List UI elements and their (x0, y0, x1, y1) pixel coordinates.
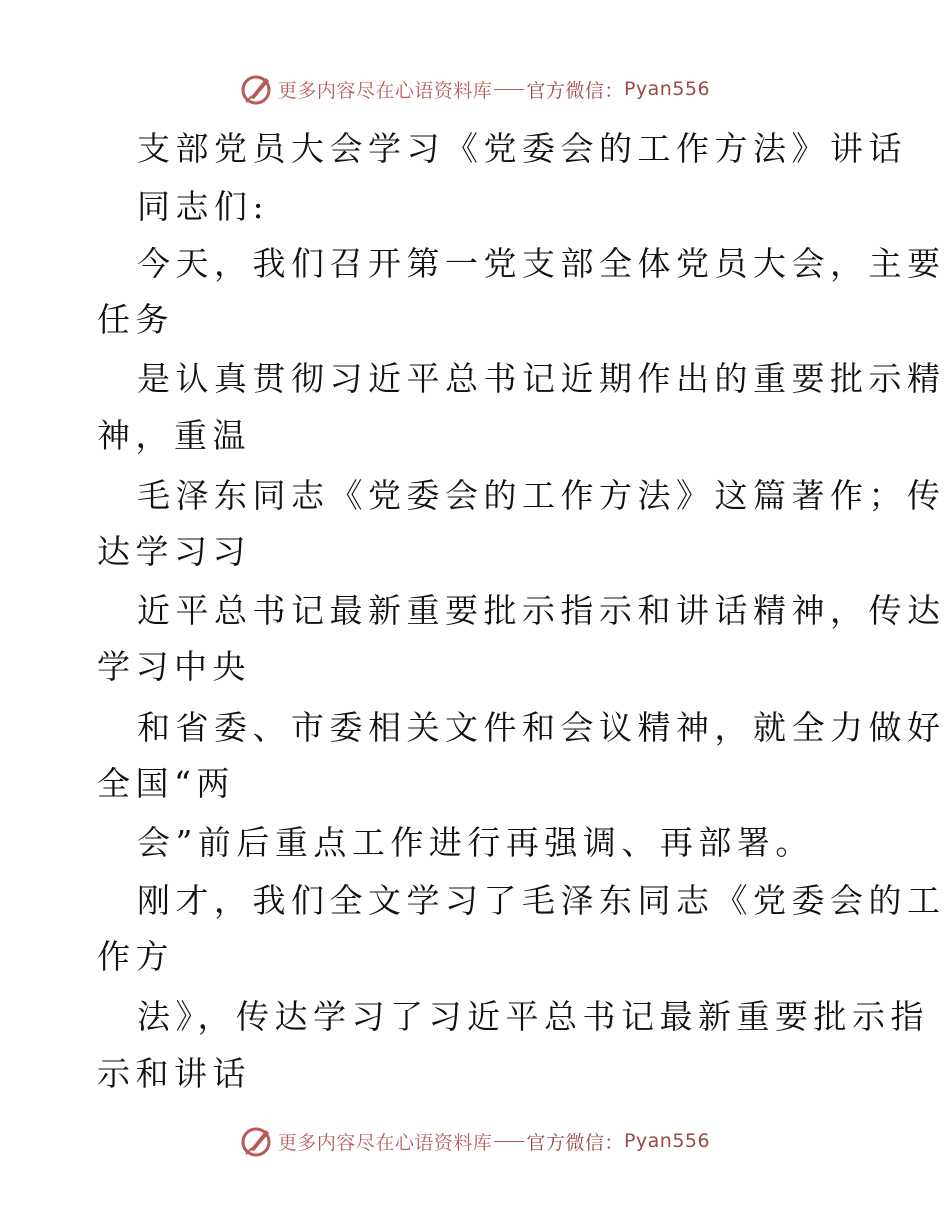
paragraph-line: 神，重温 (97, 416, 251, 455)
watermark-text: 更多内容尽在心语资料库 (277, 1131, 493, 1154)
paragraph-line: 作方 (97, 937, 174, 976)
header-watermark (0, 72, 950, 106)
watermark-dash (494, 89, 524, 90)
quill-logo-icon (240, 72, 274, 106)
paragraph-line: 任务 (97, 300, 174, 339)
watermark-wechat-id: Pyan556 (623, 1130, 711, 1152)
quill-logo-icon (240, 1124, 274, 1158)
paragraph-line: 会”前后重点工作进行再强调、再部署。 (137, 823, 814, 862)
paragraph-line: 法》，传达学习了习近平总书记最新重要批示指 (137, 997, 929, 1036)
watermark-text: 更多内容尽在心语资料库 (277, 79, 493, 102)
watermark-dash (494, 1141, 524, 1142)
paragraph-line: 达学习习 (97, 532, 251, 571)
footer-watermark (0, 1124, 950, 1158)
watermark-wechat-label: 官方微信： (526, 79, 624, 102)
paragraph-line: 和省委、市委相关文件和会议精神，就全力做好 (137, 708, 946, 747)
paragraph-line: 是认真贯彻习近平总书记近期作出的重要批示精 (137, 359, 946, 398)
paragraph-line: 今天，我们召开第一党支部全体党员大会，主要 (137, 244, 946, 283)
watermark-wechat-label: 官方微信： (526, 1131, 624, 1154)
salutation: 同志们: (137, 187, 270, 226)
document-title: 支部党员大会学习《党委会的工作方法》讲话 (137, 129, 907, 168)
paragraph-line: 刚才，我们全文学习了毛泽东同志《党委会的工 (137, 881, 946, 920)
paragraph-line: 近平总书记最新重要批示指示和讲话精神，传达 (137, 591, 946, 630)
paragraph-line: 全国“两 (97, 764, 235, 803)
watermark-wechat-id: Pyan556 (623, 78, 711, 100)
paragraph-line: 学习中央 (97, 647, 251, 686)
paragraph-line: 示和讲话 (97, 1054, 251, 1093)
paragraph-line: 毛泽东同志《党委会的工作方法》这篇著作；传 (137, 476, 946, 515)
